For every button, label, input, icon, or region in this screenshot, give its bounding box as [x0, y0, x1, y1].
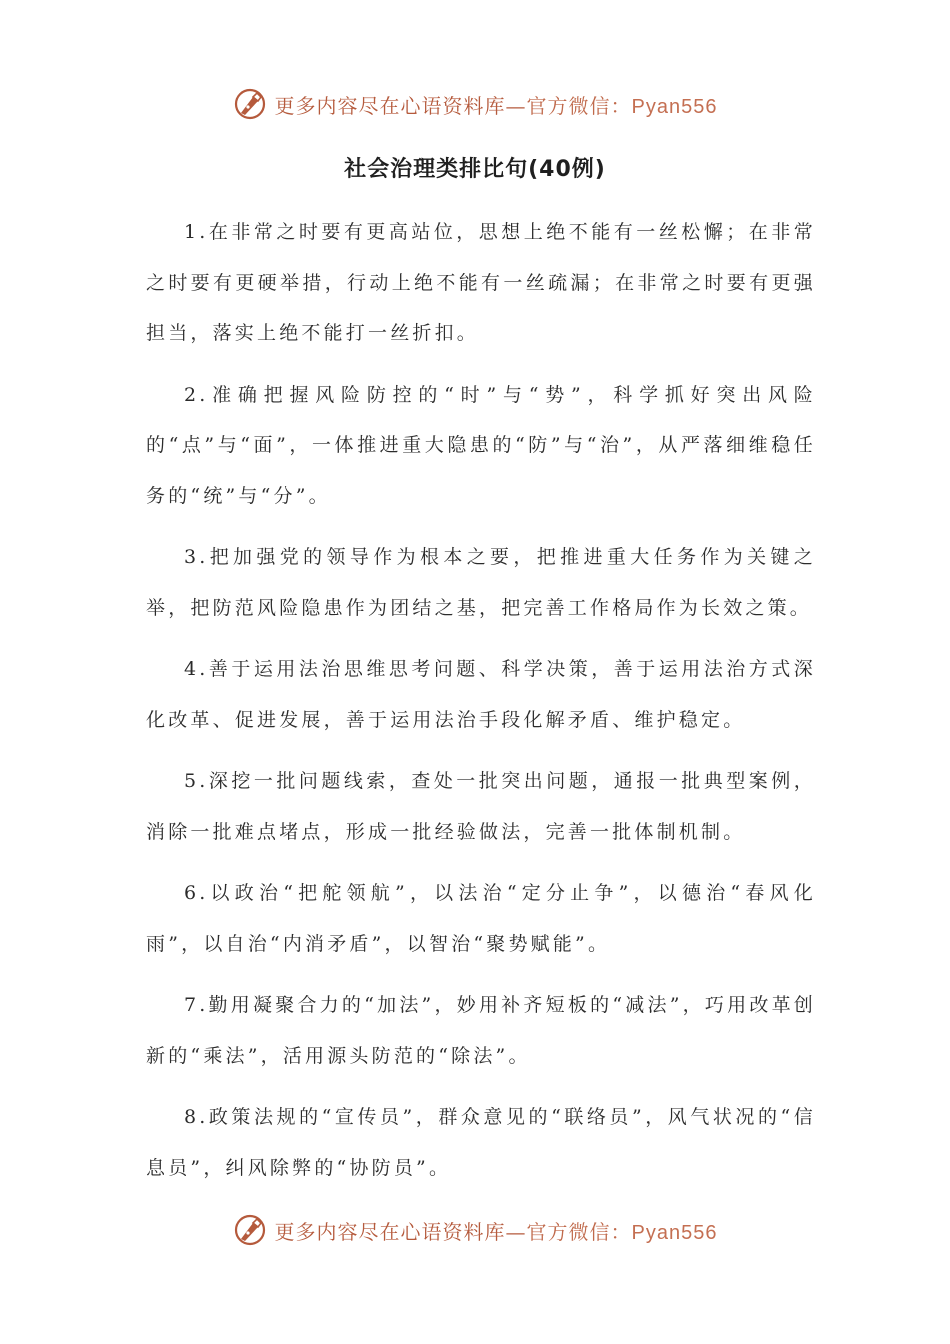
paragraph-2: 2.准确把握风险防控的“时”与“势”，科学抓好突出风险的“点”与“面”，一体推进重大隐患的“防”与“治”，从严落细维稳任务的“统”与“分”。: [146, 383, 816, 507]
paragraph-3: 3.把加强党的领导作为根本之要，把推进重大任务作为关键之举，把防范风险隐患作为团结之基，把完善工作格局作为长效之策。: [146, 546, 816, 619]
paragraph-6: 6.以政治“把舵领航”，以法治“定分止争”，以德治“春风化雨”，以自治“内消矛盾”，以智治“聚势赋能”。: [146, 882, 816, 955]
watermark-dash: —: [505, 93, 527, 118]
document-title: 社会治理类排比句(40例): [344, 157, 606, 182]
watermark-dash: —: [505, 1219, 527, 1244]
watermark-wechat-id: Pyan556: [631, 1221, 718, 1244]
header-watermark: [0, 84, 950, 124]
watermark-main: 更多内容尽在心语资料库: [274, 1219, 506, 1244]
watermark-wechat-id: Pyan556: [631, 95, 718, 118]
pen-nib-icon: [233, 1213, 267, 1247]
pen-nib-icon: [233, 87, 267, 121]
paragraph-1: 1.在非常之时要有更高站位，思想上绝不能有一丝松懈；在非常之时要有更硬举措，行动上绝不能有一丝疏漏；在非常之时要有更强担当，落实上绝不能打一丝折扣。: [146, 221, 816, 344]
watermark-wechat-label: 官方微信：: [526, 93, 632, 118]
paragraph-5: 5.深挖一批问题线索，查处一批突出问题，通报一批典型案例，消除一批难点堵点，形成一批经验做法，完善一批体制机制。: [146, 770, 816, 843]
watermark-main: 更多内容尽在心语资料库: [274, 93, 506, 118]
footer-watermark: [0, 1210, 950, 1250]
watermark-wechat-label: 官方微信：: [526, 1219, 632, 1244]
watermark-text: [275, 90, 718, 119]
watermark-text: [275, 1216, 718, 1245]
document-body: [146, 207, 816, 1204]
paragraph-7: 7.勤用凝聚合力的“加法”，妙用补齐短板的“减法”，巧用改革创新的“乘法”，活用源头防范的“除法”。: [146, 994, 816, 1067]
paragraph-8: 8.政策法规的“宣传员”，群众意见的“联络员”，风气状况的“信息员”，纠风除弊的“协防员”。: [146, 1106, 816, 1179]
paragraph-4: 4.善于运用法治思维思考问题、科学决策，善于运用法治方式深化改革、促进发展，善于运用法治手段化解矛盾、维护稳定。: [146, 658, 816, 731]
